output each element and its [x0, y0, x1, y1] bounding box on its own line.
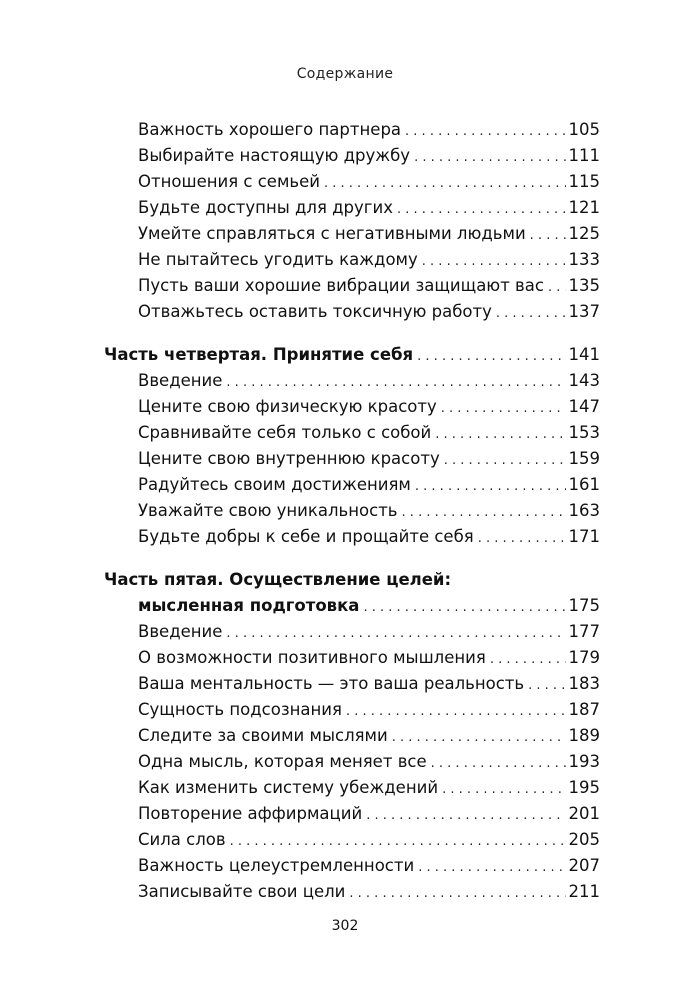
toc-entry[interactable] [138, 697, 600, 723]
toc-entry[interactable] [138, 498, 600, 524]
dot-leader [417, 342, 565, 370]
toc-entry[interactable] [138, 368, 600, 394]
toc-entry-title: Цените свою физическую красоту [138, 397, 437, 416]
dot-leader [444, 446, 566, 474]
dot-leader [530, 221, 566, 249]
toc-entry[interactable] [138, 524, 600, 550]
toc-entry-page: 201 [568, 804, 600, 823]
toc-entry[interactable] [138, 247, 600, 273]
toc-entry[interactable] [138, 394, 600, 420]
dot-leader [548, 273, 566, 301]
toc-entry-page: 125 [568, 224, 600, 243]
toc-entry-page: 195 [568, 778, 600, 797]
toc-entry[interactable] [138, 801, 600, 827]
part-title-line2: мысленная подготовка [138, 596, 360, 615]
toc-entry[interactable] [138, 446, 600, 472]
toc-entry-title: Сравнивайте себя только с собой [138, 423, 432, 442]
toc-entry-page: 207 [568, 856, 600, 875]
dot-leader [226, 619, 565, 647]
running-head: Содержание [296, 66, 394, 82]
toc-entry[interactable] [138, 853, 600, 879]
dot-leader [442, 775, 565, 803]
toc-part-heading-line2[interactable] [138, 593, 600, 619]
dot-leader [402, 498, 566, 526]
toc-entry-page: 159 [568, 449, 600, 468]
toc-entry-page: 135 [568, 276, 600, 295]
toc-entry[interactable] [138, 619, 600, 645]
toc-entry-page: 171 [568, 527, 600, 546]
toc-entry-title: Повторение аффирмаций [138, 804, 363, 823]
dot-leader [431, 749, 566, 777]
toc-entry-page: 143 [568, 371, 600, 390]
dot-leader [392, 723, 566, 751]
toc-entry-title: Введение [138, 622, 223, 641]
dot-leader [441, 394, 566, 422]
toc-entry-title: Отважьтесь оставить токсичную работу [138, 302, 492, 321]
dot-leader [349, 879, 565, 907]
toc-entry[interactable] [138, 671, 600, 697]
dot-leader [366, 801, 565, 829]
toc-entry-title: Сущность подсознания [138, 700, 342, 719]
dot-leader [324, 169, 566, 197]
dot-leader [478, 524, 566, 552]
toc-entry[interactable] [138, 169, 600, 195]
toc-entry-title: Ваша ментальность — это ваша реальность [138, 674, 525, 693]
toc-entry[interactable] [138, 143, 600, 169]
toc-entry-page: 121 [568, 198, 600, 217]
toc-entry-title: Будьте доступны для других [138, 198, 393, 217]
dot-leader [397, 195, 566, 223]
page-number: 302 [331, 918, 359, 934]
toc-entry-title: Важность хорошего партнера [138, 120, 402, 139]
dot-leader [230, 827, 566, 855]
dot-leader [528, 671, 565, 699]
dot-leader [414, 143, 565, 171]
toc-entry-title: Одна мысль, которая меняет все [138, 752, 427, 771]
toc-part-heading[interactable] [104, 342, 600, 368]
toc-entry[interactable] [138, 472, 600, 498]
part-title: Часть четвертая. Принятие себя [104, 345, 414, 364]
toc-entry-page: 211 [568, 882, 600, 901]
toc-entry-page: 183 [568, 674, 600, 693]
part-page: 175 [568, 596, 600, 615]
toc-entry-title: Введение [138, 371, 223, 390]
toc-entry[interactable] [138, 420, 600, 446]
toc-entry[interactable] [138, 723, 600, 749]
toc-entry-page: 147 [568, 397, 600, 416]
dot-leader [496, 299, 566, 327]
toc-entry[interactable] [138, 827, 600, 853]
toc-entry-page: 177 [568, 622, 600, 641]
toc-entry-page: 111 [568, 146, 600, 165]
toc-entry-title: Будьте добры к себе и прощайте себя [138, 527, 474, 546]
part-title-line1: Часть пятая. Осуществление целей: [104, 570, 452, 589]
toc-entry-page: 115 [568, 172, 600, 191]
toc-entry[interactable] [138, 879, 600, 905]
dot-leader [415, 472, 566, 500]
toc-entry-page: 179 [568, 648, 600, 667]
dot-leader [422, 247, 566, 275]
toc-entry-page: 105 [568, 120, 600, 139]
toc-entry-title: Не пытайтесь угодить каждому [138, 250, 418, 269]
dot-leader [226, 368, 565, 396]
toc-entry-title: Радуйтесь своим достижениям [138, 475, 411, 494]
toc-entry-title: Пусть ваши хорошие вибрации защищают вас [138, 276, 544, 295]
toc-entry-title: Следите за своими мыслями [138, 726, 388, 745]
toc-entry-title: Записывайте свои цели [138, 882, 346, 901]
toc-entry-page: 161 [568, 475, 600, 494]
dot-leader [418, 853, 565, 881]
dot-leader [490, 645, 566, 673]
toc-entry-title: Уважайте свою уникальность [138, 501, 398, 520]
toc-entry[interactable] [138, 273, 600, 299]
toc-part-heading-line1[interactable] [104, 567, 600, 593]
toc-entry-page: 133 [568, 250, 600, 269]
toc-entry[interactable] [138, 221, 600, 247]
dot-leader [435, 420, 565, 448]
toc-entry[interactable] [138, 775, 600, 801]
toc-entry[interactable] [138, 749, 600, 775]
dot-leader [405, 117, 565, 145]
toc-entry-page: 137 [568, 302, 600, 321]
toc-entry-title: Цените свою внутреннюю красоту [138, 449, 440, 468]
toc-entry-title: Важность целеустремленности [138, 856, 415, 875]
toc-entry-page: 205 [568, 830, 600, 849]
toc-entry-title: Как изменить систему убеждений [138, 778, 439, 797]
toc-entry[interactable] [138, 299, 600, 325]
toc-entry-page: 189 [568, 726, 600, 745]
toc-entry-page: 187 [568, 700, 600, 719]
dot-leader [363, 593, 565, 621]
toc-entry-title: Умейте справляться с негативными людьми [138, 224, 526, 243]
toc-entry[interactable] [138, 117, 600, 143]
toc-entry-page: 193 [568, 752, 600, 771]
toc-entry-page: 163 [568, 501, 600, 520]
part-page: 141 [568, 345, 600, 364]
toc-entry-title: Сила слов [138, 830, 226, 849]
toc-entry[interactable] [138, 195, 600, 221]
toc-entry-title: Выбирайте настоящую дружбу [138, 146, 411, 165]
toc-entry[interactable] [138, 645, 600, 671]
toc-entry-title: Отношения с семьей [138, 172, 320, 191]
toc-entry-title: О возможности позитивного мышления [138, 648, 486, 667]
toc-entry-page: 153 [568, 423, 600, 442]
dot-leader [346, 697, 566, 725]
